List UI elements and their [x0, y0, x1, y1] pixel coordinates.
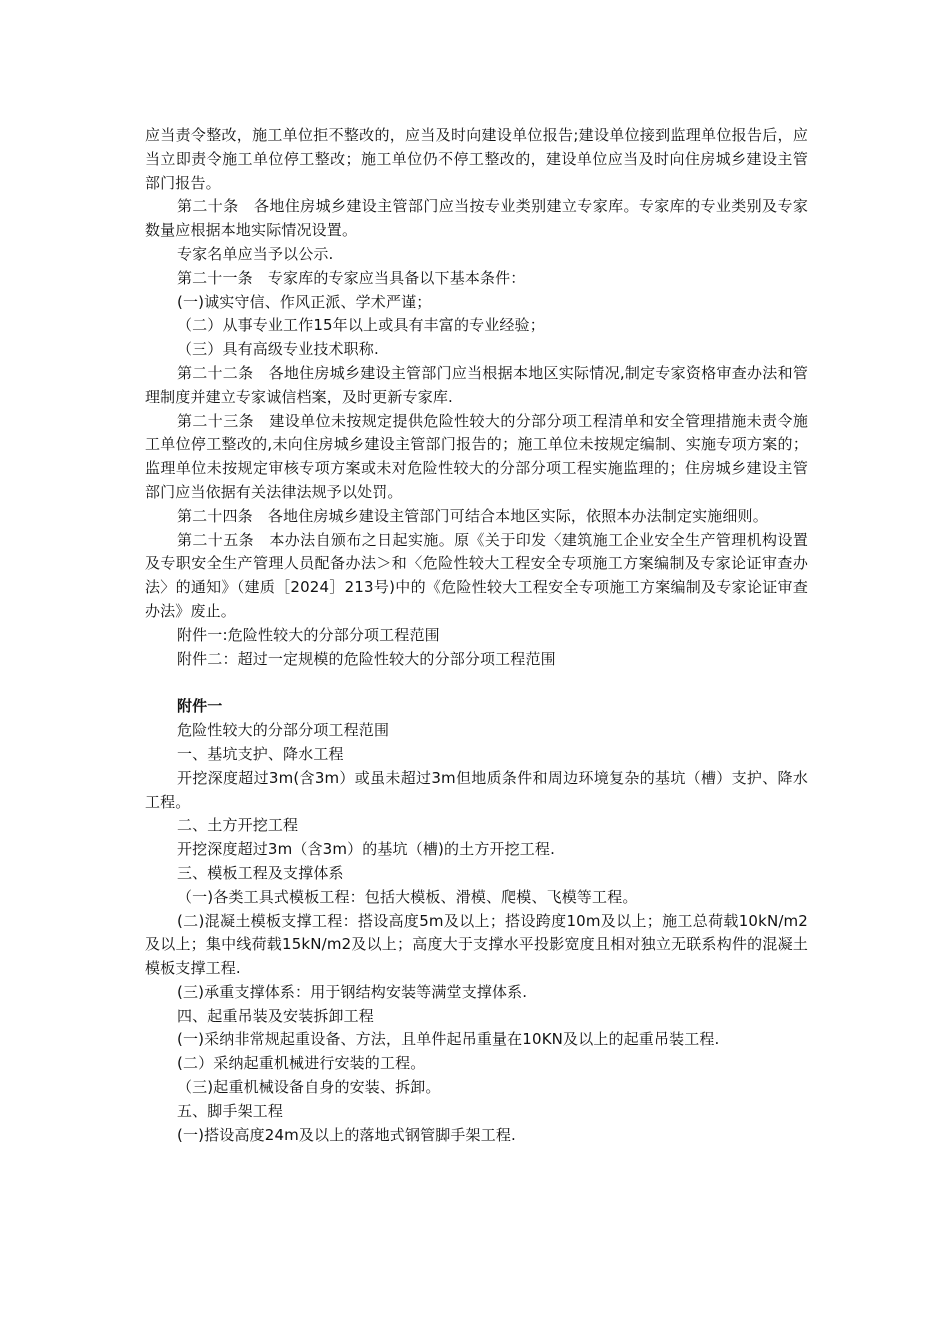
appendix-item: 开挖深度超过3m(含3m）或虽未超过3m但地质条件和周边环境复杂的基坑（槽）支护、降水工程。: [145, 768, 808, 811]
list-item: (一)诚实守信、作风正派、学术严谨；: [177, 292, 432, 311]
attachment-reference: 附件一:危险性较大的分部分项工程范围: [177, 625, 440, 644]
appendix-item: 四、起重吊装及安装拆卸工程: [177, 1006, 374, 1025]
appendix-item: (一)采纳非常规起重设备、方法，且单件起吊重量在10KN及以上的起重吊装工程.: [177, 1030, 720, 1049]
regulation-section: [145, 124, 808, 671]
appendix-item: (一)搭设高度24m及以上的落地式钢管脚手架工程.: [177, 1125, 516, 1144]
appendix-item: 二、土方开挖工程: [177, 816, 299, 835]
paragraph-article-25: 第二十五条 本办法自颁布之日起实施。原《关于印发〈建筑施工企业安全生产管理机构设置及专职安全生产管理人员配备办法＞和〈危险性较大工程安全专项施工方案编制及专家论证审查办法〉的通知》（建质［2024］213号)中的《危险性较大工程安全专项施工方案编制及专家论证审查办法》废止。: [145, 530, 808, 620]
appendix-title: 危险性较大的分部分项工程范围: [177, 721, 390, 740]
appendix-item: (二)混凝土模板支撑工程：搭设高度5m及以上；搭设跨度10m及以上；施工总荷载10kN/m2及以上；集中线荷载15kN/m2及以上；高度大于支撑水平投影宽度且相对独立无联系构件的混凝土模板支撑工程.: [145, 911, 808, 978]
paragraph: 专家名单应当予以公示.: [177, 244, 334, 263]
appendix-item: 三、模板工程及支撑体系: [177, 863, 344, 882]
paragraph-article-21: 第二十一条 专家库的专家应当具备以下基本条件：: [177, 268, 526, 287]
appendix-item: （一)各类工具式模板工程：包括大模板、滑模、爬模、飞模等工程。: [177, 887, 638, 906]
appendix-item: 开挖深度超过3m（含3m）的基坑（槽)的土方开挖工程.: [177, 840, 555, 859]
attachment-reference: 附件二：超过一定规模的危险性较大的分部分项工程范围: [177, 649, 556, 668]
section-spacer: [145, 671, 808, 695]
appendix-item: 五、脚手架工程: [177, 1101, 284, 1120]
appendix-heading: 附件一: [177, 697, 223, 716]
appendix-section: [145, 695, 808, 1147]
appendix-item: (二）采纳起重机械进行安装的工程。: [177, 1054, 426, 1073]
appendix-item: 一、基坑支护、降水工程: [177, 744, 344, 763]
paragraph: 应当责令整改，施工单位拒不整改的，应当及时向建设单位报告;建设单位接到监理单位报告后，应当立即责令施工单位停工整改；施工单位仍不停工整改的，建设单位应当及时向住房城乡建设主管部门报告。: [145, 126, 808, 192]
paragraph-article-23: 第二十三条 建设单位未按规定提供危险性较大的分部分项工程清单和安全管理措施未责令施工单位停工整改的,未向住房城乡建设主管部门报告的；施工单位未按规定编制、实施专项方案的；监理单位未按规定审核专项方案或未对危险性较大的分部分项工程实施监理的；住房城乡建设主管部门应当依据有关法律法规予以处罚。: [145, 411, 808, 501]
appendix-item: （三)起重机械设备自身的安装、拆卸。: [177, 1078, 441, 1097]
list-item: （三）具有高级专业技术职称.: [177, 340, 379, 359]
appendix-item: (三)承重支撑体系：用于钢结构安装等满堂支撑体系.: [177, 982, 528, 1001]
document-page: [145, 124, 808, 1147]
paragraph-article-20: 第二十条 各地住房城乡建设主管部门应当按专业类别建立专家库。专家库的专业类别及专家数量应根据本地实际情况设置。: [145, 197, 808, 240]
list-item: （二）从事专业工作15年以上或具有丰富的专业经验；: [177, 316, 545, 335]
paragraph-article-24: 第二十四条 各地住房城乡建设主管部门可结合本地区实际，依照本办法制定实施细则。: [177, 506, 768, 525]
paragraph-article-22: 第二十二条 各地住房城乡建设主管部门应当根据本地区实际情况,制定专家资格审查办法和管理制度并建立专家诚信档案，及时更新专家库.: [145, 363, 808, 406]
